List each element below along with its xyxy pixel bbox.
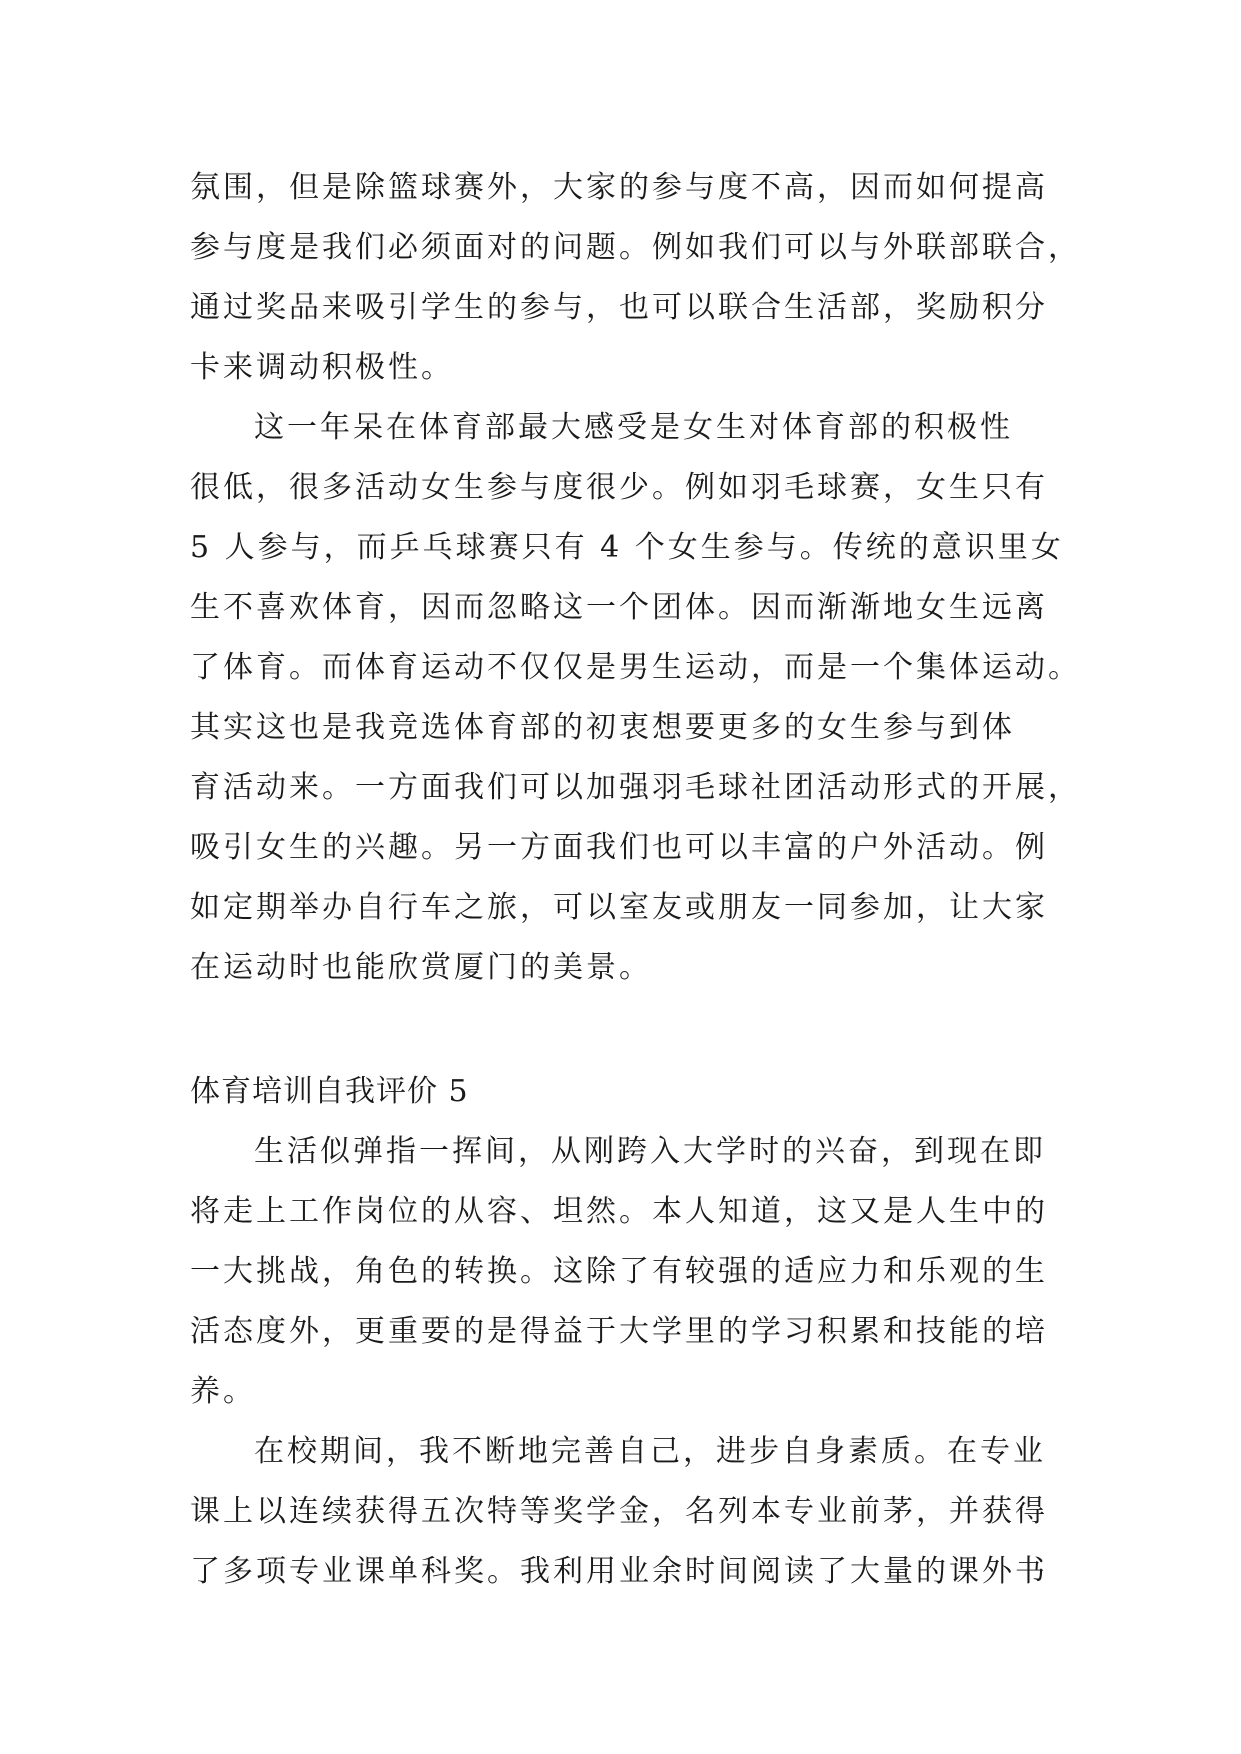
text-line: 很低，很多活动女生参与度很少。例如羽毛球赛，女生只有 (190, 470, 1048, 505)
text-line: 生活似弹指一挥间，从刚跨入大学时的兴奋，到现在即 (254, 1134, 1046, 1169)
text-line: 参与度是我们必须面对的问题。例如我们可以与外联部联合， (190, 230, 1081, 265)
text-line: 了体育。而体育运动不仅仅是男生运动，而是一个集体运动。 (190, 650, 1081, 685)
paragraph-4 (190, 1422, 1090, 1602)
paragraph-3 (190, 1122, 1090, 1422)
text-line: 了多项专业课单科奖。我利用业余时间阅读了大量的课外书 (190, 1554, 1048, 1589)
text-line: 通过奖品来吸引学生的参与，也可以联合生活部，奖励积分 (190, 290, 1048, 325)
text-line: 在运动时也能欣赏厦门的美景。 (190, 950, 652, 985)
section-heading: 体育培训自我评价 5 (190, 1074, 469, 1109)
text-line: 在校期间，我不断地完善自己，进步自身素质。在专业 (254, 1434, 1046, 1469)
text-line: 一大挑战，角色的转换。这除了有较强的适应力和乐观的生 (190, 1254, 1048, 1289)
paragraph-1 (190, 158, 1090, 398)
document-body (190, 158, 1090, 1602)
text-line: 育活动来。一方面我们可以加强羽毛球社团活动形式的开展， (190, 770, 1081, 805)
text-line: 这一年呆在体育部最大感受是女生对体育部的积极性 (254, 410, 1013, 445)
text-line: 5 人参与，而乒乓球赛只有 4 个女生参与。传统的意识里女 (190, 530, 1064, 565)
text-line: 课上以连续获得五次特等奖学金，名列本专业前茅，并获得 (190, 1494, 1048, 1529)
text-line: 其实这也是我竞选体育部的初衷想要更多的女生参与到体 (190, 710, 1015, 745)
text-line: 养。 (190, 1374, 256, 1409)
text-line: 氛围，但是除篮球赛外，大家的参与度不高，因而如何提高 (190, 170, 1048, 205)
text-line: 吸引女生的兴趣。另一方面我们也可以丰富的户外活动。例 (190, 830, 1048, 865)
paragraph-2 (190, 398, 1090, 998)
text-line: 活态度外，更重要的是得益于大学里的学习积累和技能的培 (190, 1314, 1048, 1349)
text-line: 如定期举办自行车之旅，可以室友或朋友一同参加，让大家 (190, 890, 1048, 925)
text-line: 生不喜欢体育，因而忽略这一个团体。因而渐渐地女生远离 (190, 590, 1048, 625)
section-gap (190, 998, 1090, 1062)
text-line: 将走上工作岗位的从容、坦然。本人知道，这又是人生中的 (190, 1194, 1048, 1229)
text-line: 卡来调动积极性。 (190, 350, 454, 385)
